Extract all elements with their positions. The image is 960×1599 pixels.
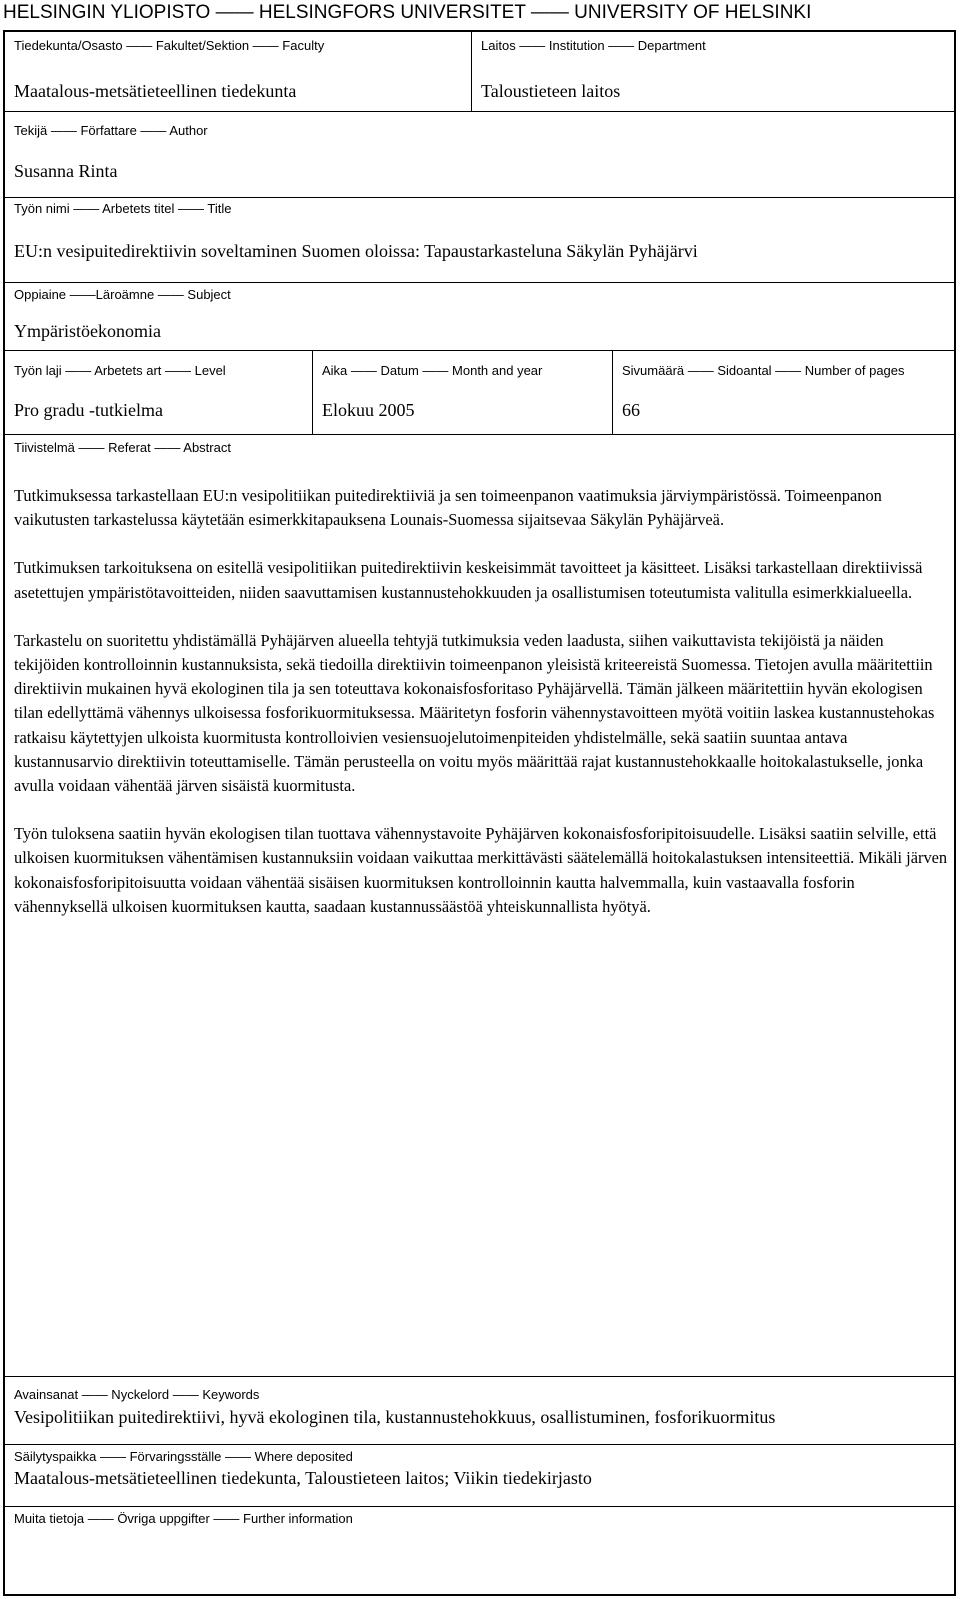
faculty-label: Tiedekunta/Osasto —— Fakultet/Sektion —— Faculty	[14, 38, 325, 53]
further-info-row	[5, 1507, 954, 1594]
level-value: Pro gradu -tutkielma	[14, 400, 163, 420]
date-value: Elokuu 2005	[322, 400, 415, 420]
keywords-label: Avainsanat —— Nyckelord —— Keywords	[14, 1387, 260, 1402]
keywords-value: Vesipolitiikan puitedirektiivi, hyvä ekologinen tila, kustannustehokkuus, osallistuminen, fosforikuormitus	[14, 1407, 776, 1427]
abstract-form	[3, 30, 956, 1596]
deposited-row	[5, 1445, 954, 1507]
department-label: Laitos —— Institution —— Department	[481, 38, 706, 53]
university-header: HELSINGIN YLIOPISTO —— HELSINGFORS UNIVERSITET —— UNIVERSITY OF HELSINKI	[3, 2, 812, 23]
subject-value: Ympäristöekonomia	[14, 321, 161, 341]
deposited-label: Säilytyspaikka —— Förvaringsställe —— Where deposited	[14, 1449, 353, 1464]
title-value: EU:n vesipuitedirektiivin soveltaminen Suomen oloissa: Tapaustarkasteluna Säkylän Pyhäjärvi	[14, 241, 698, 261]
pages-label: Sivumäärä —— Sidoantal —— Number of pages	[622, 363, 905, 378]
author-label: Tekijä —— Författare —— Author	[14, 123, 208, 138]
keywords-row	[5, 1376, 954, 1445]
abstract-paragraph: Tutkimuksen tarkoituksena on esitellä vesipolitiikan puitedirektiivin keskeisimmät tavoitteet ja käsitteet. Lisäksi tarkastellaan direktiivissä asetettujen ympäristötavoitteiden, niiden saavuttamisen kustannustehokkuuden ja osallistumisen toteutumista valitulla esimerkkialueella.	[14, 558, 923, 602]
faculty-value: Maatalous-metsätieteellinen tiedekunta	[14, 81, 297, 101]
abstract-paragraph: Tutkimuksessa tarkastellaan EU:n vesipolitiikan puitedirektiiviä ja sen toimeenpanon vaatimuksia järviympäristössä. Toimeenpanon vaikutusten tarkastelussa käytetään esimerkkitapauksena Lounais-Suomessa sijaitsevaa Säkylän Pyhäjärveä.	[14, 486, 882, 530]
pages-value: 66	[622, 400, 640, 420]
deposited-value: Maatalous-metsätieteellinen tiedekunta, Taloustieteen laitos; Viikin tiedekirjasto	[14, 1468, 592, 1488]
abstract-paragraph: Tarkastelu on suoritettu yhdistämällä Pyhäjärven alueella tehtyjä tutkimuksia veden laadusta, siihen vaikuttavista tekijöistä ja näiden tekijöiden kontrolloinnin kustannuksista, sekä tiedoilla direktiivin toimeenpanon yleisistä kriteereistä Suomessa. Tietojen avulla määritettiin direktiivin mukainen hyvä ekologinen tila ja sen toteuttava kokonaisfosforitaso Pyhäjärvellä. Tämän jälkeen määritettiin hyvän ekologisen tilan edellyttämä vähennys ulkoisessa fosforikuormituksessa. Määritetyn fosforin vähennystavoitteen myötä voitiin laskea kustannustehokas ratkaisu käytettyjen ulkoista kuormitusta kontrolloivien vesiensuojelutoimenpiteiden yhdistelmälle, sekä saatiin suuntaa antava kustannusarvio direktiivin toteuttamiselle. Tämän perusteella on voitu myös määrittää rajat kustannustehokkaalle hoitokalastukselle, jonka avulla voidaan vähentää järven sisäistä kuormitusta.	[14, 630, 935, 796]
abstract-row	[5, 32, 954, 1388]
abstract-label: Tiivistelmä —— Referat —— Abstract	[14, 440, 231, 455]
further-info-label: Muita tietoja —— Övriga uppgifter —— Further information	[14, 1511, 353, 1526]
department-value: Taloustieteen laitos	[481, 81, 621, 101]
subject-label: Oppiaine ——Läroämne —— Subject	[14, 287, 231, 302]
abstract-body	[14, 484, 948, 943]
author-value: Susanna Rinta	[14, 161, 118, 181]
level-label: Työn laji —— Arbetets art —— Level	[14, 363, 226, 378]
date-label: Aika —— Datum —— Month and year	[322, 363, 543, 378]
abstract-paragraph: Työn tuloksena saatiin hyvän ekologisen tilan tuottava vähennystavoite Pyhäjärven kokonaisfosforipitoisuudelle. Lisäksi saatiin selville, että ulkoisen kuormituksen vähentämisen kustannuksiin voidaan vaikuttaa merkittävästi säätelemällä hoitokalastuksen intensiteettiä. Mikäli järven kokonaisfosforipitoisuutta voidaan vähentää sisäisen kuormituksen kontrolloinnin kautta halvemmalla, kuin vastaavalla fosforin vähennyksellä ulkoisen kuormituksen kautta, saadaan kustannussäästöä yhteiskunnallista hyötyä.	[14, 824, 948, 916]
title-label: Työn nimi —— Arbetets titel —— Title	[14, 201, 232, 216]
